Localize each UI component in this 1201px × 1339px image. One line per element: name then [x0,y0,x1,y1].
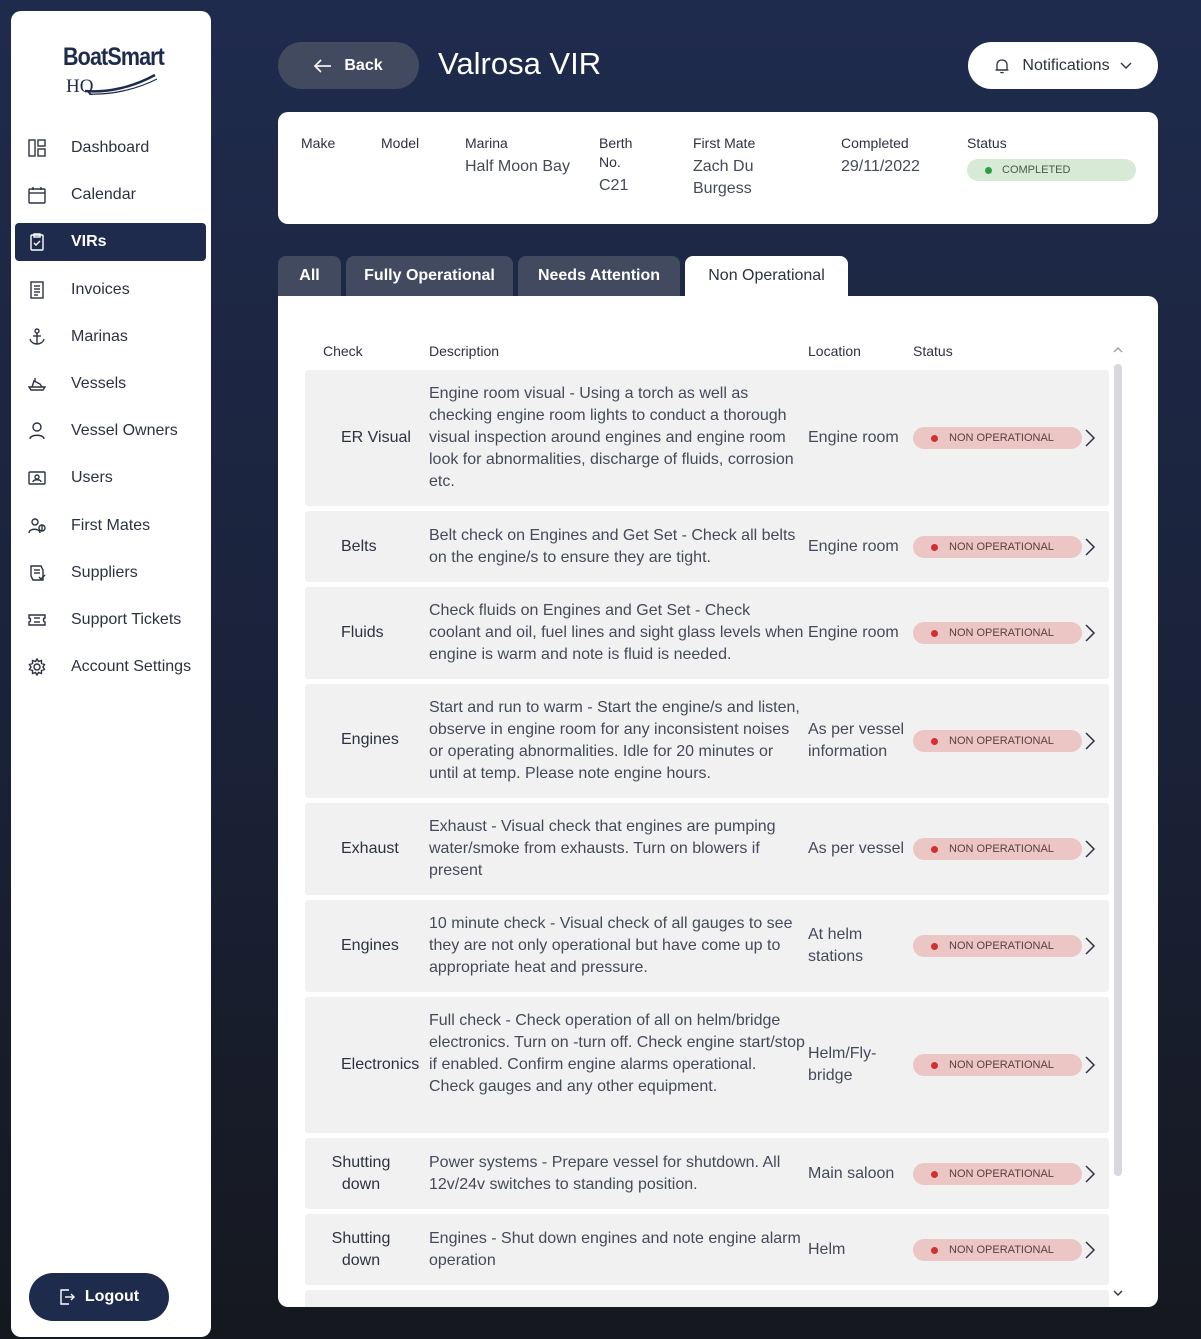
sidebar-item-label: Vessel Owners [71,422,178,440]
scroll-down-icon[interactable] [1113,1289,1123,1297]
status-dot [931,435,938,442]
bell-icon [994,58,1010,74]
supplier-icon [27,563,47,583]
info-first-mate-value: Zach Du Burgess [693,158,754,197]
row-description: Start and run to warm - Start the engine/s and listen, observe in engine room for any inconsistent noises or operating abnormalities. Idle for 20 minutes or until at temp. Please note engine hours. [429,699,800,782]
tab-label: All [299,267,320,284]
brand-name: BoatSmart [63,43,164,71]
page-title: Valrosa VIR [438,46,602,81]
status-badge [967,159,1136,181]
status-dot [931,630,938,637]
sidebar-item-label: Support Tickets [71,610,182,628]
table-row[interactable] [305,587,1109,679]
column-header-location: Location [808,343,861,359]
tab-all[interactable] [278,256,341,296]
sidebar-item-vessels[interactable] [15,365,206,403]
sidebar-item-label: Dashboard [71,139,150,156]
row-check: Fluids [341,624,384,641]
status-badge [913,1239,1082,1261]
receipt-icon [27,280,47,300]
sidebar-item-label: Account Settings [71,658,192,676]
table-row[interactable] [305,1214,1109,1285]
table-row[interactable] [305,511,1109,582]
info-make-label: Make [301,135,336,151]
boat-icon [27,374,47,394]
notifications-label: Notifications [1022,56,1110,74]
sidebar-item-label: Marinas [71,327,128,345]
row-check: Exhaust [341,840,399,857]
row-location: As per vessel [808,840,905,857]
row-check: Belts [341,538,377,555]
chevron-down-icon [1120,62,1132,70]
info-completed-value: 29/11/2022 [841,158,920,175]
info-marina [465,134,575,178]
gear-icon [27,657,47,677]
info-berth-value: C21 [599,177,629,194]
column-header-description: Description [429,343,500,359]
table-row[interactable] [305,900,1109,992]
row-description: Belt check on Engines and Get Set - Check all belts on the engine/s to ensure they are tight. [429,527,796,566]
status-dot [931,943,938,950]
status-dot [931,846,938,853]
row-location: Engine room [808,429,899,446]
sidebar-item-label: VIRs [71,233,107,251]
sidebar [11,11,211,1337]
boatsmart-logo[interactable] [63,43,163,113]
info-make [301,134,335,156]
row-description: Full check - Check operation of all on helm/bridge electronics. Turn on -turn off. Check engine start/stop if enabled. Confirm engine alarms operational. Check gauges and any other equipment. [429,1012,805,1095]
checks-table-panel [278,296,1158,1307]
vir-info-card [278,112,1158,224]
status-text: NON OPERATIONAL [949,1059,1054,1071]
row-check: Engines [341,731,399,748]
row-description: 10 minute check - Visual check of all gauges to see they are not only operational but have come up to appropriate heat and pressure. [429,915,793,976]
arrow-left-icon [314,59,332,73]
sidebar-item-support-tickets[interactable] [15,601,206,639]
dashboard-icon [27,138,47,158]
table-row[interactable] [305,1290,1109,1307]
row-location: Helm [808,1241,846,1258]
info-completed [841,134,920,178]
row-description: Engine room visual - Using a torch as well as checking engine room lights to conduct a thorough visual inspection around engines and engine room look for abnormalities, discharge of fluids, corrosion etc. [429,385,794,490]
column-header-status: Status [913,343,953,359]
tab-label: Non Operational [708,267,825,284]
back-label: Back [344,56,383,74]
chevron-right-icon[interactable] [1083,732,1097,750]
row-description: Check fluids on Engines and Get Set - Check coolant and oil, fuel lines and sight glass levels when engine is warm and note is fluid is needed. [429,602,804,663]
info-marina-value: Half Moon Bay [465,158,570,175]
info-status-label: Status [967,135,1007,151]
status-text: NON OPERATIONAL [949,940,1054,952]
sidebar-item-label: Users [71,469,113,487]
row-description: Exhaust - Visual check that engines are pumping water/smoke from exhausts. Turn on blowers if present [429,818,776,879]
sidebar-item-dashboard[interactable] [15,129,206,167]
calendar-icon [27,185,47,205]
sidebar-item-suppliers[interactable] [15,554,206,592]
chevron-right-icon[interactable] [1083,1056,1097,1074]
status-dot [931,1247,938,1254]
chevron-right-icon[interactable] [1083,840,1097,858]
logout-button[interactable] [29,1273,169,1321]
status-text: NON OPERATIONAL [949,1244,1054,1256]
sidebar-item-vessel-owners[interactable] [15,412,206,450]
sidebar-item-label: Vessels [71,374,127,392]
info-marina-label: Marina [465,135,508,151]
row-check: Electronics [341,1056,420,1073]
row-check: Engines [341,937,399,954]
info-berth [599,134,647,197]
scrollbar-thumb[interactable] [1114,364,1122,1176]
tab-needs-attention[interactable] [518,256,680,296]
status-text: NON OPERATIONAL [949,735,1054,747]
clipboard-check-icon [27,232,47,252]
status-text: NON OPERATIONAL [949,1168,1054,1180]
info-completed-label: Completed [841,135,909,151]
sidebar-item-label: Calendar [71,186,136,204]
row-location: Engine room [808,538,899,555]
row-location: Main saloon [808,1165,895,1182]
status-badge [913,536,1082,558]
status-badge [913,730,1082,752]
sidebar-item-label: First Mates [71,516,151,534]
table-row[interactable] [305,684,1109,798]
status-dot [931,544,938,551]
row-check: Shutting down [331,1154,391,1193]
brand-sub: HQ [66,76,94,97]
row-check: ER Visual [341,429,411,446]
row-check: Shutting down [331,1230,391,1269]
column-header-check: Check [323,343,363,359]
table-row[interactable] [305,997,1109,1133]
chevron-right-icon[interactable] [1083,624,1097,642]
status-text: NON OPERATIONAL [949,432,1054,444]
sidebar-item-first-mates[interactable] [15,507,206,545]
sidebar-item-account-settings[interactable] [15,648,206,686]
info-model-label: Model [381,135,420,151]
status-badge [913,1163,1082,1185]
id-card-icon [27,468,47,488]
sidebar-item-users[interactable] [15,459,206,497]
sidebar-item-label: Suppliers [71,563,138,581]
logout-label: Logout [84,1288,140,1305]
sidebar-item-marinas[interactable] [15,318,206,356]
status-badge [913,1054,1082,1076]
ticket-icon [27,610,47,630]
row-location: At helm stations [808,926,864,965]
row-description: Power systems - Prepare vessel for shutdown. All 12v/24v switches to standing position. [429,1154,781,1193]
tab-label: Fully Operational [364,267,495,284]
status-dot [931,1062,938,1069]
info-model [381,134,419,156]
status-text: COMPLETED [1002,164,1071,176]
row-description: Engines - Shut down engines and note engine alarm operation [429,1230,801,1269]
sidebar-item-label: Invoices [71,280,130,298]
chevron-right-icon[interactable] [1083,937,1097,955]
anchor-icon [27,327,47,347]
info-status [967,134,1136,181]
row-location: Engine room [808,624,899,641]
sidebar-item-calendar[interactable] [15,176,206,214]
table-row[interactable] [305,370,1109,506]
row-location: Helm/Fly-bridge [808,1045,877,1084]
sidebar-item-invoices[interactable] [15,271,206,309]
status-badge [913,935,1082,957]
chevron-right-icon[interactable] [1083,1165,1097,1183]
sidebar-nav [15,129,206,695]
user-icon [27,421,47,441]
status-dot [931,1171,938,1178]
tab-fully-operational[interactable] [346,256,513,296]
status-badge [913,427,1082,449]
notifications-button[interactable] [968,42,1158,89]
status-dot [985,167,992,174]
back-button[interactable] [278,42,419,89]
row-location: As per vessel information [808,721,905,760]
logout-icon [59,1289,75,1305]
tab-non-operational[interactable] [685,256,848,296]
chevron-right-icon[interactable] [1083,1241,1097,1259]
scroll-up-icon[interactable] [1113,346,1123,354]
table-row[interactable] [305,803,1109,895]
status-text: NON OPERATIONAL [949,541,1054,553]
info-first-mate [693,134,793,200]
tab-label: Needs Attention [537,267,661,284]
status-text: NON OPERATIONAL [949,627,1054,639]
info-berth-label: Berth No. [599,135,633,170]
table-row[interactable] [305,1138,1109,1209]
status-badge [913,622,1082,644]
status-dot [931,738,938,745]
info-first-mate-label: First Mate [693,135,756,151]
status-badge [913,838,1082,860]
sidebar-item-virs[interactable] [15,223,206,261]
first-mate-icon [27,516,47,536]
chevron-right-icon[interactable] [1083,538,1097,556]
chevron-right-icon[interactable] [1083,429,1097,447]
status-text: NON OPERATIONAL [949,843,1054,855]
